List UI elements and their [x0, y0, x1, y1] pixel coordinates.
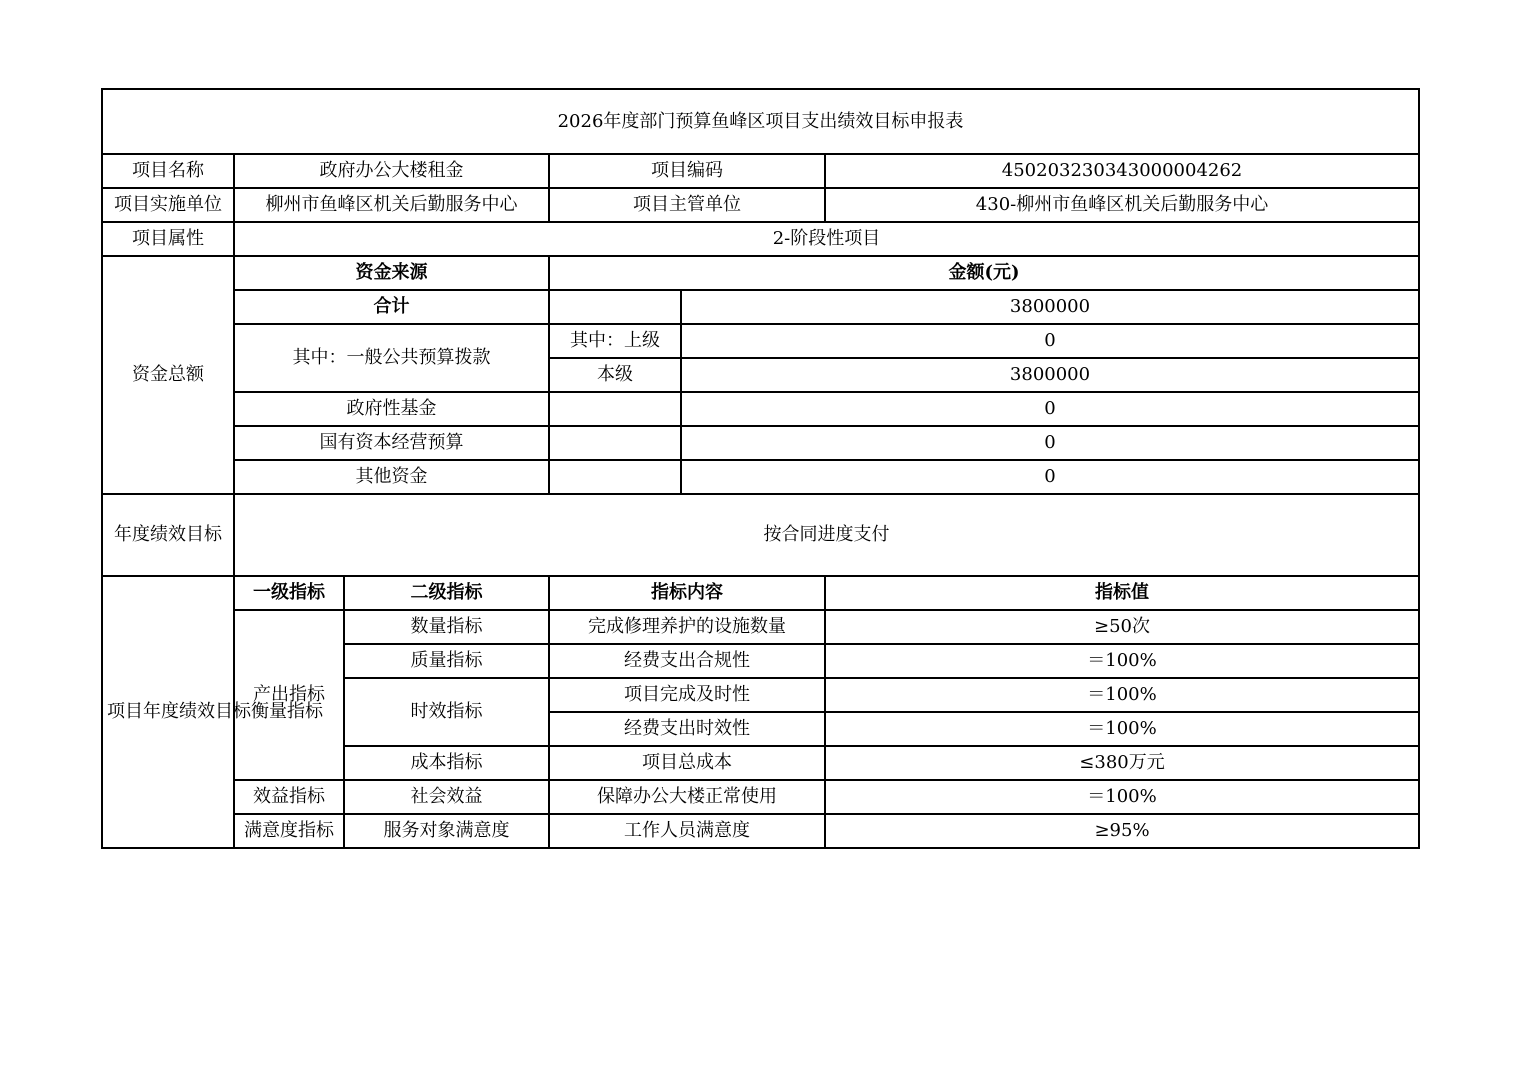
output-indicator-label: 产出指标: [234, 610, 344, 780]
level2-cell: 服务对象满意度: [344, 814, 549, 848]
satisfaction-indicator-label: 满意度指标: [234, 814, 344, 848]
level2-cell: 质量指标: [344, 644, 549, 678]
page-title: 2026年度部门预算鱼峰区项目支出绩效目标申报表: [102, 89, 1419, 154]
level2-header: 二级指标: [344, 576, 549, 610]
project-name-label: 项目名称: [102, 154, 234, 188]
funds-state-capital-value: 0: [681, 426, 1419, 460]
value-cell: ＝100%: [825, 780, 1419, 814]
content-cell: 经费支出合规性: [549, 644, 825, 678]
level1-header: 一级指标: [234, 576, 344, 610]
content-cell: 项目总成本: [549, 746, 825, 780]
level2-cell: 社会效益: [344, 780, 549, 814]
value-cell: ＝100%: [825, 678, 1419, 712]
annual-goal-label: 年度绩效目标: [102, 494, 234, 576]
impl-unit-label: 项目实施单位: [102, 188, 234, 222]
content-cell: 项目完成及时性: [549, 678, 825, 712]
funds-other-label: 其他资金: [234, 460, 549, 494]
level2-cell: 时效指标: [344, 678, 549, 746]
funds-state-capital-blank: [549, 426, 681, 460]
project-code-value: 450203230343000004262: [825, 154, 1419, 188]
funds-state-capital-label: 国有资本经营预算: [234, 426, 549, 460]
content-header: 指标内容: [549, 576, 825, 610]
value-cell: ≤380万元: [825, 746, 1419, 780]
value-cell: ≥95%: [825, 814, 1419, 848]
table-row: [102, 814, 1419, 848]
value-header: 指标值: [825, 576, 1419, 610]
supervisor-value: 430-柳州市鱼峰区机关后勤服务中心: [825, 188, 1419, 222]
impl-unit-value: 柳州市鱼峰区机关后勤服务中心: [234, 188, 549, 222]
content-cell: 工作人员满意度: [549, 814, 825, 848]
funds-total-label: 合计: [234, 290, 549, 324]
funds-local-value: 3800000: [681, 358, 1419, 392]
funds-section-label: 资金总额: [102, 256, 234, 494]
level2-cell: 成本指标: [344, 746, 549, 780]
funds-other-blank: [549, 460, 681, 494]
funds-gov-fund-blank: [549, 392, 681, 426]
project-code-label: 项目编码: [549, 154, 825, 188]
performance-target-table: [101, 88, 1420, 849]
funds-total-value: 3800000: [681, 290, 1419, 324]
funds-other-value: 0: [681, 460, 1419, 494]
value-cell: ≥50次: [825, 610, 1419, 644]
funds-source-header: 资金来源: [234, 256, 549, 290]
table-row: [102, 780, 1419, 814]
value-cell: ＝100%: [825, 644, 1419, 678]
project-name-value: 政府办公大楼租金: [234, 154, 549, 188]
level2-cell: 数量指标: [344, 610, 549, 644]
funds-gov-fund-label: 政府性基金: [234, 392, 549, 426]
value-cell: ＝100%: [825, 712, 1419, 746]
table-row: [102, 610, 1419, 644]
funds-general-label: 其中：一般公共预算拨款: [234, 324, 549, 392]
project-attr-label: 项目属性: [102, 222, 234, 256]
content-cell: 完成修理养护的设施数量: [549, 610, 825, 644]
content-cell: 经费支出时效性: [549, 712, 825, 746]
funds-gov-fund-value: 0: [681, 392, 1419, 426]
funds-local-label: 本级: [549, 358, 681, 392]
funds-upper-label: 其中：上级: [549, 324, 681, 358]
annual-goal-value: 按合同进度支付: [234, 494, 1419, 576]
funds-upper-value: 0: [681, 324, 1419, 358]
supervisor-label: 项目主管单位: [549, 188, 825, 222]
project-attr-value: 2-阶段性项目: [234, 222, 1419, 256]
funds-amount-header: 金额(元): [549, 256, 1419, 290]
benefit-indicator-label: 效益指标: [234, 780, 344, 814]
indicators-section-label: 项目年度绩效目标衡量指标: [102, 576, 234, 848]
funds-total-blank: [549, 290, 681, 324]
content-cell: 保障办公大楼正常使用: [549, 780, 825, 814]
